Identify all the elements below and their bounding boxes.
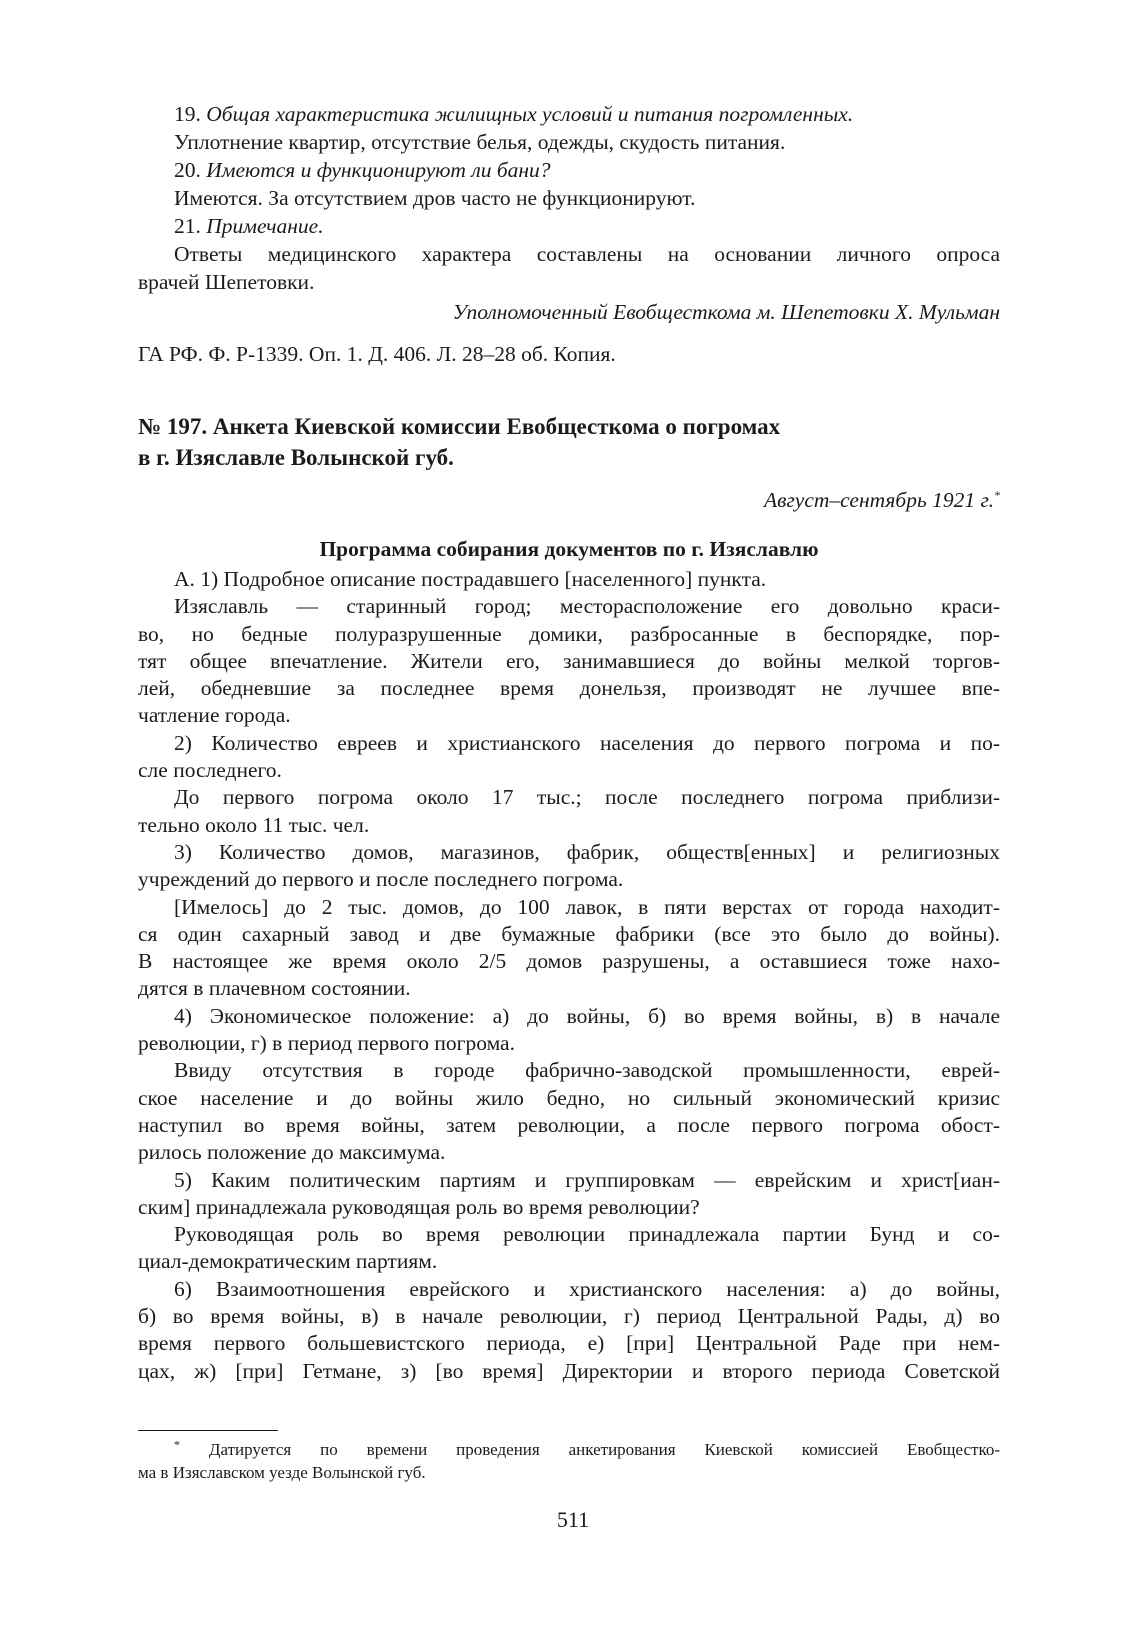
body-line: Ввиду отсутствия в городе фабрично-заводской промышленности, еврей-	[174, 1058, 1000, 1083]
body-line: ское население и до войны жило бедно, но сильный экономический кризис	[138, 1085, 1000, 1110]
item-number: 20.	[174, 158, 201, 182]
question-text: Общая характеристика жилищных условий и питания погромленных.	[206, 102, 854, 126]
document-title-line2: в г. Изяславле Волынской губ.	[138, 445, 454, 470]
body-line: ским] принадлежала руководящая роль во время революции?	[138, 1194, 700, 1219]
question-text: Примечание.	[206, 214, 324, 238]
item-19-answer: Уплотнение квартир, отсутствие белья, одежды, скудость питания.	[174, 130, 786, 154]
signature-block	[138, 298, 1000, 326]
program-subtitle: Программа собирания документов по г. Изяславлю	[319, 537, 819, 561]
document-date-block	[138, 486, 1000, 514]
footnote-mark: *	[174, 1437, 180, 1452]
body-line: А. 1) Подробное описание пострадавшего [населенного] пункта.	[174, 567, 767, 591]
page-number: 511	[556, 1507, 590, 1532]
item-20-question	[138, 156, 1000, 184]
footnote	[138, 1438, 1000, 1484]
footnote-line2: ма в Изяславском уезде Волынской губ.	[138, 1463, 426, 1482]
body-line: 6) Взаимоотношения еврейского и христианского населения: а) до войны,	[174, 1276, 1000, 1301]
body-line: Изяславль — старинный город; месторасположение его довольно краси-	[174, 594, 1000, 619]
body-line: 4) Экономическое положение: а) до войны, б) во время войны, в) в начале	[174, 1003, 1000, 1028]
body-line: До первого погрома около 17 тыс.; после последнего погрома приблизи-	[174, 785, 1000, 810]
document-date	[138, 486, 1000, 514]
item-21-answer-line2: врачей Шепетовки.	[138, 270, 315, 294]
body-line: рилось положение до максимума.	[138, 1140, 446, 1165]
body-line: б) во время войны, в) в начале революции, г) период Центральной Рады, д) во	[138, 1304, 1000, 1329]
footnote-line1	[138, 1438, 1000, 1461]
subtitle-block	[138, 535, 1000, 563]
body-line: дятся в плачевном состоянии.	[138, 976, 411, 1001]
document-heading	[138, 411, 1000, 473]
date-text: Август–сентябрь 1921 г.	[763, 488, 994, 512]
body-line: чатление города.	[138, 703, 291, 728]
body-line: наступил во время войны, затем революции, а после первого погрома обост-	[138, 1112, 1000, 1137]
footnote-text: Датируется по времени проведения анкетирования Киевской комиссией Евобщестко-	[208, 1440, 1001, 1459]
body-line: цах, ж) [при] Гетмане, з) [во время] Директории и второго периода Советской	[138, 1358, 1000, 1383]
item-number: 19.	[174, 102, 201, 126]
item-19-question	[138, 100, 1000, 128]
body-line: тят общее впечатление. Жители его, занимавшиеся до войны мелкой торгов-	[138, 648, 1000, 673]
archive-reference: ГА РФ. Ф. Р-1339. Оп. 1. Д. 406. Л. 28–28 об. Копия.	[138, 342, 616, 366]
body-line: 3) Количество домов, магазинов, фабрик, обществ[енных] и религиозных	[174, 839, 1000, 864]
questionnaire-body	[138, 566, 1000, 1385]
body-line: [Имелось] до 2 тыс. домов, до 100 лавок, в пяти верстах от города находит-	[174, 894, 1000, 919]
body-line: учреждений до первого и после последнего погрома.	[138, 867, 624, 892]
body-line: лей, обедневшие за последнее время донельзя, производят не лучшее впе-	[138, 676, 1000, 701]
question-text: Имеются и функционируют ли бани?	[206, 158, 551, 182]
footnote-divider	[138, 1430, 278, 1431]
body-line: время первого большевистского периода, е) [при] Центральной Раде при нем-	[138, 1331, 1000, 1356]
archive-reference-block	[138, 340, 1000, 368]
body-line: циал-демократическим партиям.	[138, 1249, 438, 1274]
item-number: 21.	[174, 214, 201, 238]
previous-document-tail	[138, 100, 1000, 296]
body-line: 5) Каким политическим партиям и группировкам — еврейским и христ[иан-	[174, 1167, 1000, 1192]
body-line: во, но бедные полуразрушенные домики, разбросанные в беспорядке, пор-	[138, 621, 1000, 646]
body-line: В настоящее же время около 2/5 домов разрушены, а оставшиеся тоже нахо-	[138, 949, 1000, 974]
item-21-answer-line1: Ответы медицинского характера составлены на основании личного опроса	[174, 242, 1000, 266]
body-line: тельно около 11 тыс. чел.	[138, 812, 370, 837]
body-line: революции, г) в период первого погрома.	[138, 1031, 515, 1056]
footnote-mark: *	[994, 487, 1000, 502]
signature: Уполномоченный Евобщесткома м. Шепетовки Х. Мульман	[452, 300, 1000, 324]
item-20-answer: Имеются. За отсутствием дров часто не функционируют.	[174, 186, 696, 210]
body-line: Руководящая роль во время революции принадлежала партии Бунд и со-	[174, 1222, 1000, 1247]
item-21-question	[138, 212, 1000, 240]
body-line: сле последнего.	[138, 758, 282, 783]
body-line: 2) Количество евреев и христианского населения до первого погрома и по-	[174, 730, 1000, 755]
body-line: ся один сахарный завод и две бумажные фабрики (все это было до войны).	[138, 921, 1000, 946]
document-title-line1: № 197. Анкета Киевской комиссии Евобщесткома о погромах	[138, 414, 781, 439]
